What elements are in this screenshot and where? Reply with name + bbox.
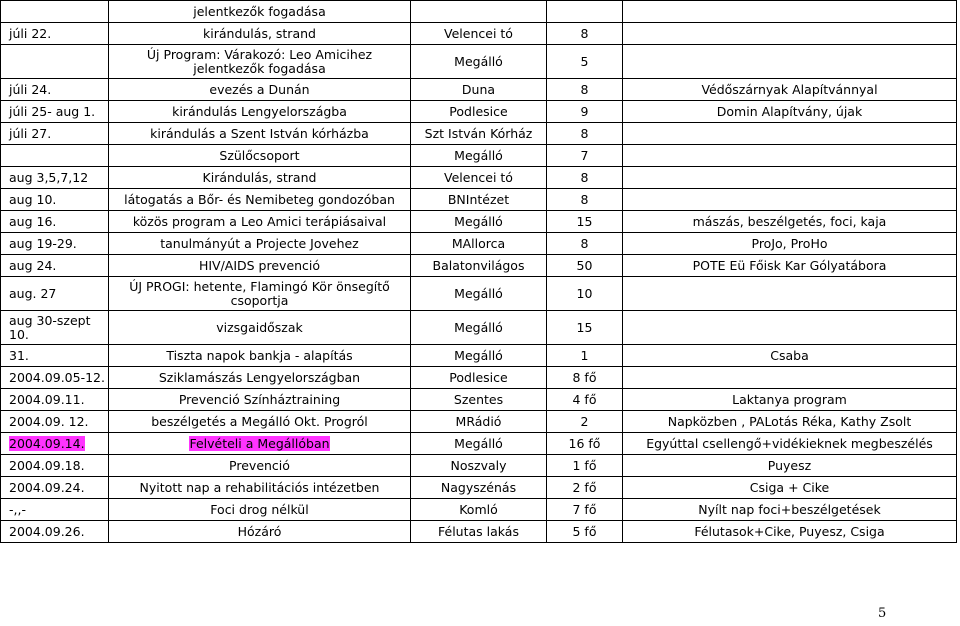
cell-text: júli 25- aug 1. (9, 103, 96, 119)
cell-text: 8 (580, 191, 589, 207)
table-cell (623, 411, 957, 433)
cell-text: Kirándulás, strand (202, 169, 317, 185)
cell-text: 2004.09.14. (9, 435, 85, 451)
cell-text: Noszvaly (450, 457, 507, 473)
table-cell (547, 45, 623, 79)
table-cell (623, 277, 957, 311)
table-row (1, 211, 957, 233)
cell-text: Megálló (454, 347, 503, 363)
table-cell (109, 45, 411, 79)
cell-text: Duna (461, 81, 496, 97)
table-cell (623, 45, 957, 79)
table-cell (109, 79, 411, 101)
cell-text: Megálló (454, 147, 503, 163)
cell-text: Megálló (454, 435, 503, 451)
cell-text: -,,- (9, 501, 26, 517)
cell-text: 50 (576, 257, 593, 273)
cell-text: Szentes (453, 391, 504, 407)
table-cell (1, 23, 109, 45)
table-cell (547, 389, 623, 411)
table-cell (1, 499, 109, 521)
table-cell (547, 277, 623, 311)
cell-text: látogatás a Bőr- és Nemibeteg gondozóban (124, 191, 395, 207)
table-cell (411, 477, 547, 499)
cell-text: Podlesice (449, 103, 508, 119)
cell-text: MRádió (455, 413, 502, 429)
cell-text: Velencei tó (444, 169, 513, 185)
table-cell (411, 345, 547, 367)
table-cell (547, 211, 623, 233)
cell-text: aug 10. (9, 191, 57, 207)
cell-text: 2004.09. 12. (9, 413, 89, 429)
table-row (1, 499, 957, 521)
table-cell (411, 123, 547, 145)
cell-text: 8 fő (572, 369, 597, 385)
cell-text: BNIntézet (447, 191, 510, 207)
cell-text: 5 fő (572, 523, 597, 539)
cell-text: Egyúttal csellengő+vidékieknek megbeszélés (646, 435, 933, 451)
table-cell (411, 255, 547, 277)
table-row (1, 477, 957, 499)
table-cell (411, 455, 547, 477)
table-cell (411, 277, 547, 311)
table-cell (109, 311, 411, 345)
cell-text: 2004.09.05-12. (9, 369, 105, 385)
table-cell (547, 23, 623, 45)
cell-text: Félutasok+Cike, Puyesz, Csiga (694, 523, 885, 539)
table-cell (411, 189, 547, 211)
table-cell (547, 1, 623, 23)
cell-text: 8 (580, 125, 589, 141)
cell-text: Megálló (454, 213, 503, 229)
table-cell (623, 211, 957, 233)
table-cell (547, 145, 623, 167)
table-row (1, 1, 957, 23)
table-cell (109, 277, 411, 311)
cell-text: 31. (9, 347, 29, 363)
table-cell (109, 433, 411, 455)
table-cell (109, 23, 411, 45)
cell-text: Szt István Kórház (424, 125, 533, 141)
cell-text: 2 fő (572, 479, 597, 495)
table-cell (1, 277, 109, 311)
cell-text: 8 (580, 235, 589, 251)
table-row (1, 389, 957, 411)
cell-text: 9 (580, 103, 589, 119)
table-cell (1, 45, 109, 79)
table-cell (109, 145, 411, 167)
table-cell (547, 101, 623, 123)
cell-text: 2 (580, 413, 589, 429)
cell-text: Komló (459, 501, 498, 517)
cell-text: tanulmányút a Projecte Jovehez (160, 235, 359, 251)
cell-text: 7 (580, 147, 589, 163)
table-cell (411, 367, 547, 389)
table-cell (1, 167, 109, 189)
table-cell (411, 433, 547, 455)
table-row (1, 255, 957, 277)
table-cell (411, 211, 547, 233)
cell-text: aug 16. (9, 213, 57, 229)
table-cell (547, 433, 623, 455)
cell-text: beszélgetés a Megálló Okt. Progról (151, 413, 368, 429)
cell-text: júli 24. (9, 81, 52, 97)
cell-text: 5 (580, 53, 589, 69)
cell-text: kirándulás, strand (203, 25, 316, 41)
table-cell (109, 211, 411, 233)
table-cell (109, 455, 411, 477)
table-cell (411, 233, 547, 255)
cell-text: Megálló (454, 319, 503, 335)
table-row (1, 433, 957, 455)
table-cell (411, 311, 547, 345)
cell-text: Csaba (770, 347, 809, 363)
cell-text: HIV/AIDS prevenció (198, 257, 321, 273)
cell-text: ÚJ PROGI: hetente, Flamingó Kör önsegítő csoportja (129, 278, 390, 308)
table-cell (411, 79, 547, 101)
table-cell (623, 167, 957, 189)
table-cell (1, 521, 109, 543)
table-cell (1, 1, 109, 23)
table-row (1, 145, 957, 167)
cell-text: Nyitott nap a rehabilitációs intézetben (139, 479, 380, 495)
table-cell (547, 345, 623, 367)
table-cell (109, 189, 411, 211)
cell-text: Félutas lakás (438, 523, 519, 539)
cell-text: 16 fő (568, 435, 601, 451)
cell-text: Új Program: Várakozó: Leo Amicihez jelentkezők fogadása (146, 46, 373, 76)
table-cell (109, 477, 411, 499)
cell-text: kirándulás Lengyelországba (172, 103, 347, 119)
page-number: 5 (878, 606, 887, 621)
cell-text: Velencei tó (444, 25, 513, 41)
table-cell (411, 1, 547, 23)
cell-text: 10 (576, 285, 593, 301)
cell-text: MAllorca (451, 235, 506, 251)
table-cell (109, 167, 411, 189)
table-cell (109, 233, 411, 255)
table-cell (1, 79, 109, 101)
table-cell (547, 411, 623, 433)
table-cell (109, 255, 411, 277)
table-cell (623, 101, 957, 123)
table-cell (623, 23, 957, 45)
table-row (1, 79, 957, 101)
cell-text: vizsgaidőszak (216, 319, 303, 335)
table-cell (109, 389, 411, 411)
cell-text: Felvételi a Megállóban (189, 435, 330, 451)
cell-text: Megálló (454, 285, 503, 301)
cell-text: Domin Alapítvány, újak (716, 103, 863, 119)
cell-text: Megálló (454, 53, 503, 69)
cell-text: aug 3,5,7,12 (9, 169, 89, 185)
table-cell (623, 389, 957, 411)
table-cell (109, 1, 411, 23)
table-cell (109, 101, 411, 123)
table-cell (1, 233, 109, 255)
table-cell (547, 123, 623, 145)
cell-text: POTE Eü Főisk Kar Gólyatábora (692, 257, 887, 273)
table-row (1, 277, 957, 311)
table-body (1, 1, 957, 543)
table-row (1, 311, 957, 345)
table-cell (109, 499, 411, 521)
cell-text: Prevenció (229, 457, 290, 473)
table-row (1, 233, 957, 255)
cell-text: 1 (580, 347, 589, 363)
table-cell (109, 521, 411, 543)
cell-text: 2004.09.26. (9, 523, 85, 539)
cell-text: Védőszárnyak Alapítvánnyal (701, 81, 878, 97)
table-cell (547, 477, 623, 499)
cell-text: 8 (580, 81, 589, 97)
table-row (1, 367, 957, 389)
table-cell (623, 499, 957, 521)
table-cell (1, 189, 109, 211)
cell-text: 2004.09.11. (9, 391, 85, 407)
cell-text: 8 (580, 169, 589, 185)
table-cell (411, 101, 547, 123)
cell-text: 2004.09.24. (9, 479, 85, 495)
cell-text: 15 (576, 213, 593, 229)
table-row (1, 345, 957, 367)
cell-text: Tiszta napok bankja - alapítás (166, 347, 353, 363)
cell-text: Laktanya program (732, 391, 847, 407)
table-cell (411, 389, 547, 411)
table-row (1, 123, 957, 145)
cell-text: Szülőcsoport (219, 147, 300, 163)
table-cell (109, 411, 411, 433)
cell-text: Hózáró (237, 523, 282, 539)
table-cell (1, 389, 109, 411)
table-cell (1, 345, 109, 367)
table-row (1, 411, 957, 433)
cell-text: aug 19-29. (9, 235, 77, 251)
table-cell (1, 411, 109, 433)
cell-text: 2004.09.18. (9, 457, 85, 473)
table-cell (1, 255, 109, 277)
table-cell (623, 433, 957, 455)
table-cell (1, 211, 109, 233)
table-row (1, 189, 957, 211)
cell-text: evezés a Dunán (209, 81, 310, 97)
table-cell (1, 455, 109, 477)
table-cell (623, 311, 957, 345)
cell-text: Nagyszénás (440, 479, 517, 495)
cell-text: közös program a Leo Amici terápiásaival (132, 213, 387, 229)
cell-text: Balatonvilágos (432, 257, 525, 273)
table-cell (411, 23, 547, 45)
cell-text: Napközben , PALotás Réka, Kathy Zsolt (667, 413, 912, 429)
table-cell (623, 123, 957, 145)
cell-text: Nyílt nap foci+beszélgetések (698, 501, 881, 517)
table-cell (1, 101, 109, 123)
cell-text: júli 22. (9, 25, 52, 41)
table-cell (411, 499, 547, 521)
table-cell (1, 367, 109, 389)
cell-text: 15 (576, 319, 593, 335)
table-cell (411, 45, 547, 79)
table-cell (1, 145, 109, 167)
cell-text: aug 24. (9, 257, 57, 273)
table-cell (623, 189, 957, 211)
cell-text: Sziklamászás Lengyelországban (158, 369, 361, 385)
table-cell (623, 145, 957, 167)
table-cell (547, 167, 623, 189)
table-cell (547, 189, 623, 211)
table-row (1, 521, 957, 543)
table-cell (623, 79, 957, 101)
table-cell (109, 123, 411, 145)
table-cell (623, 455, 957, 477)
table-cell (547, 255, 623, 277)
cell-text: 7 fő (572, 501, 597, 517)
cell-text: Puyesz (767, 457, 812, 473)
cell-text: jelentkezők fogadása (193, 3, 326, 19)
table-cell (623, 233, 957, 255)
table-cell (1, 123, 109, 145)
table-row (1, 101, 957, 123)
table-row (1, 45, 957, 79)
table-cell (547, 499, 623, 521)
table-cell (547, 233, 623, 255)
cell-text: Podlesice (449, 369, 508, 385)
cell-text: mászás, beszélgetés, foci, kaja (692, 213, 887, 229)
table-cell (109, 367, 411, 389)
cell-text: aug. 27 (9, 285, 57, 301)
table-cell (547, 367, 623, 389)
table-row (1, 23, 957, 45)
table-cell (1, 311, 109, 345)
table-cell (547, 521, 623, 543)
table-cell (623, 345, 957, 367)
table-cell (411, 167, 547, 189)
table-cell (547, 79, 623, 101)
cell-text: kirándulás a Szent István kórházba (150, 125, 369, 141)
table-row (1, 455, 957, 477)
cell-text: ProJo, ProHo (751, 235, 828, 251)
cell-text: Prevenció Színháztraining (178, 391, 341, 407)
cell-text: júli 27. (9, 125, 52, 141)
cell-text: Csiga + Cike (749, 479, 830, 495)
table-cell (547, 455, 623, 477)
table-cell (547, 311, 623, 345)
table-row (1, 167, 957, 189)
table-cell (1, 477, 109, 499)
table-cell (623, 477, 957, 499)
table-cell (623, 255, 957, 277)
cell-text: 4 fő (572, 391, 597, 407)
cell-text: aug 30-szept 10. (9, 312, 91, 342)
table-cell (411, 411, 547, 433)
table-cell (623, 521, 957, 543)
table-cell (411, 145, 547, 167)
table-cell (411, 521, 547, 543)
table-cell (623, 1, 957, 23)
cell-text: Foci drog nélkül (210, 501, 309, 517)
cell-text: 1 fő (572, 457, 597, 473)
table-cell (1, 433, 109, 455)
table-cell (109, 345, 411, 367)
table-cell (623, 367, 957, 389)
cell-text: 8 (580, 25, 589, 41)
